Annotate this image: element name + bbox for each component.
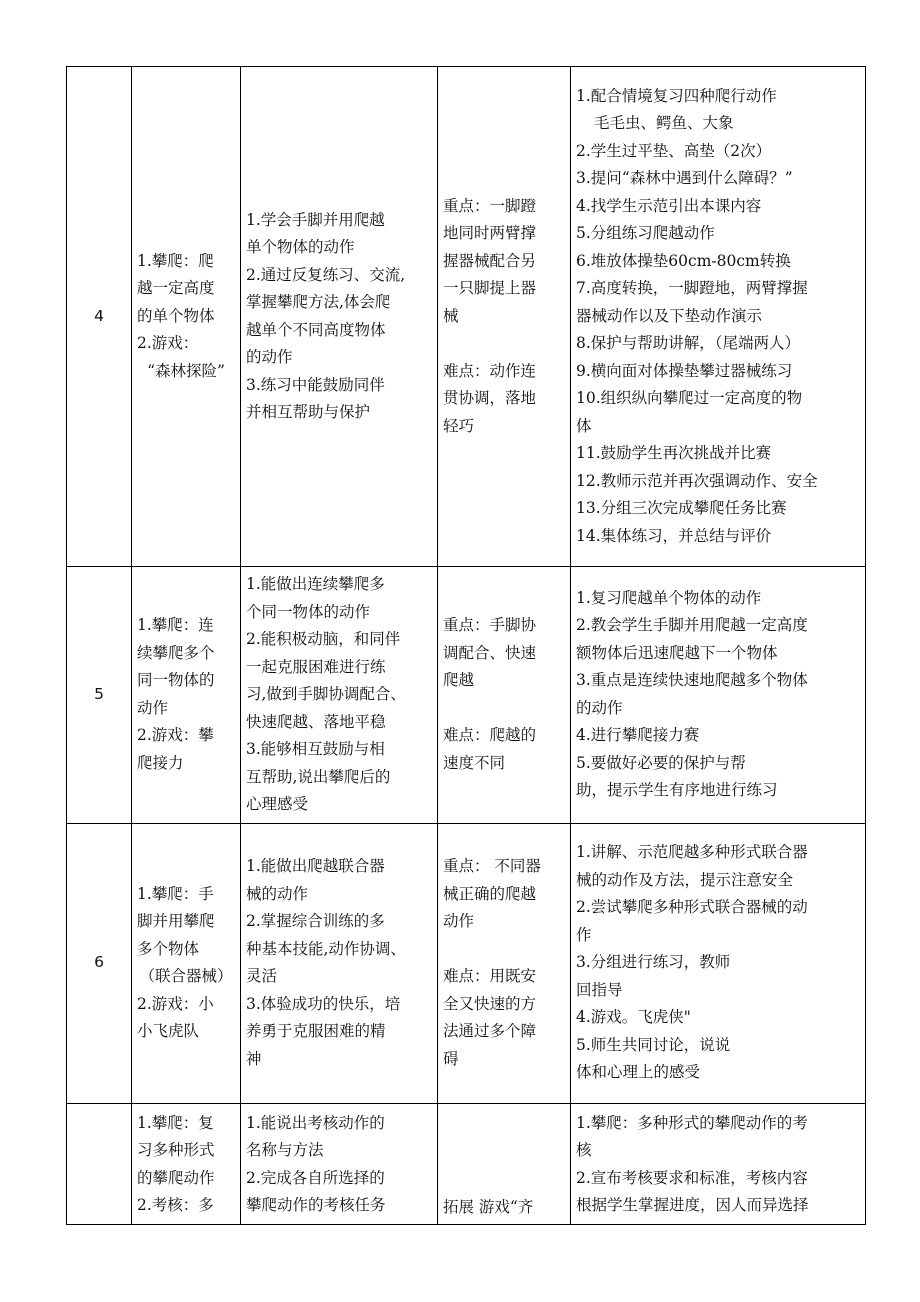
text-line: 10.组织纵向攀爬过一定高度的物 (576, 389, 803, 408)
text-line: 根据学生掌握进度，因人而异选择 (576, 1196, 809, 1214)
text-line: 多个物体 (137, 939, 200, 958)
lesson-number (67, 1103, 132, 1224)
text-line: 地同时两臂撑 (443, 224, 537, 243)
text-line: 全又快速的方 (443, 994, 537, 1013)
text-line: 9.横向面对体操垫攀过器械练习 (576, 361, 793, 380)
table-row (67, 67, 866, 567)
text-line: 2.游戏：攀 (137, 726, 214, 745)
text-line: 难点：动作连 (443, 361, 537, 380)
lesson-content-cell (132, 567, 241, 824)
text-line: 2.教会学生手脚并用爬越一定高度 (576, 616, 808, 635)
key-difficult-points-cell (438, 567, 571, 824)
spacer (443, 695, 565, 723)
lesson-number: 5 (67, 567, 132, 824)
lesson-goals-cell (241, 1103, 438, 1224)
text-line: 难点：爬越的 (443, 726, 537, 745)
text-line: 4.游戏。飞虎侠" (576, 1008, 691, 1027)
text-line: 11.鼓励学生再次挑战并比赛 (576, 444, 772, 463)
text-line: 1.攀爬：爬 (137, 251, 214, 270)
text-line: 一只脚提上器 (443, 279, 537, 298)
text-line: 越单个不同高度物体 (246, 320, 386, 339)
text-line: 的动作 (576, 698, 623, 717)
teaching-process-cell (571, 567, 866, 824)
text-line: 体和心理上的感受 (576, 1063, 701, 1082)
text-line: 习多种形式 (137, 1141, 215, 1159)
text-line: 3.重点是连续快速地爬越多个物体 (576, 671, 808, 690)
text-line: 越一定高度 (137, 279, 215, 298)
text-line: 小飞虎队 (137, 1022, 200, 1040)
text-line: 回指导 (576, 980, 623, 999)
text-line: 1.学会手脚并用爬越 (246, 210, 385, 229)
text-line: 3.体验成功的快乐，培 (246, 994, 401, 1013)
lesson-content-cell (132, 67, 241, 567)
text-line: 4.进行攀爬接力赛 (576, 726, 700, 745)
text-line: 2.考核：多 (137, 1196, 214, 1214)
text-line: 14.集体练习，并总结与评价 (576, 526, 772, 545)
text-line: 调配合、快速 (443, 643, 537, 662)
text-line: 同一物体的 (137, 671, 215, 690)
lesson-goals-cell (241, 823, 438, 1103)
text-line: 习,做到手脚协调配合、 (246, 685, 406, 703)
text-line: 械的动作 (246, 884, 309, 903)
table-row (67, 1103, 866, 1224)
spacer (443, 330, 565, 358)
text-line: 1.能做出爬越联合器 (246, 857, 385, 875)
text-line: 1.攀爬：多种形式的攀爬动作的考 (576, 1113, 808, 1132)
text-line: 助，提示学生有序地进行练习 (576, 781, 778, 800)
teaching-process-cell (571, 1103, 866, 1224)
text-line: 4.找学生示范引出本课内容 (576, 196, 762, 215)
text-line: “森林探险” (147, 361, 225, 380)
lesson-plan-table (66, 66, 866, 1225)
text-line: 法通过多个障 (443, 1022, 537, 1040)
text-line: 8.保护与帮助讲解，（尾端两人） (576, 334, 801, 353)
text-line: 5.师生共同讨论，说说 (576, 1035, 731, 1054)
text-line: 动作 (137, 698, 169, 717)
text-line: 动作 (443, 912, 475, 930)
text-line: 养勇于克服困难的精 (246, 1022, 386, 1040)
text-line: 名称与方法 (246, 1141, 324, 1159)
text-line: 3.提问“森林中遇到什么障碍？” (576, 169, 793, 188)
text-line: 轻巧 (443, 416, 475, 435)
text-line: 攀爬动作的考核任务 (246, 1196, 386, 1214)
text-line: 爬越 (443, 671, 475, 690)
text-line: 2.尝试攀爬多种形式联合器械的动 (576, 898, 808, 917)
text-line: 的动作 (246, 348, 293, 366)
text-line: 重点： 不同器 (443, 857, 541, 875)
lesson-number: 6 (67, 823, 132, 1103)
text-line: 2.游戏：小 (137, 994, 214, 1013)
text-line: 核 (576, 1141, 592, 1159)
text-line: 5.要做好必要的保护与帮 (576, 753, 746, 772)
text-line: 并相互帮助与保护 (246, 403, 371, 421)
text-line: 神 (246, 1049, 262, 1068)
text-line: 2.宣布考核要求和标准，考核内容 (576, 1168, 808, 1187)
text-line: 器械动作以及下垫动作演示 (576, 306, 763, 325)
text-line: 单个物体的动作 (246, 238, 355, 256)
text-line: 贯协调，落地 (443, 389, 537, 408)
teaching-process-cell (571, 823, 866, 1103)
text-line: 碍 (443, 1049, 459, 1068)
text-line: 2.掌握综合训练的多 (246, 912, 385, 930)
text-line: 速度不同 (443, 753, 506, 772)
text-line: 1.能说出考核动作的 (246, 1113, 385, 1132)
text-line: 个同一物体的动作 (246, 602, 371, 621)
text-line: 的攀爬动作 (137, 1168, 215, 1187)
text-line: 2.能积极动脑，和同伴 (246, 630, 401, 648)
text-line: 握器械配合另 (443, 251, 537, 270)
lesson-goals-cell (241, 567, 438, 824)
text-line: 械 (443, 306, 459, 325)
text-line: 毛毛虫、鳄鱼、大象 (594, 114, 734, 133)
text-line: 1.能做出连续攀爬多 (246, 575, 385, 593)
lesson-content-cell (132, 1103, 241, 1224)
text-line: 体 (576, 416, 592, 435)
text-line: 12.教师示范并再次强调动作、安全 (576, 471, 818, 490)
spacer (443, 936, 565, 964)
text-line: 2.完成各自所选择的 (246, 1168, 385, 1187)
text-line: （联合器械） (139, 967, 233, 985)
table-row (67, 567, 866, 824)
text-line: 心理感受 (246, 795, 309, 813)
text-line: 掌握攀爬方法,体会爬 (246, 293, 391, 311)
text-line: 续攀爬多个 (137, 643, 215, 662)
text-line: 2.游戏： (137, 334, 199, 353)
text-line: 3.分组进行练习，教师 (576, 953, 731, 972)
text-line: 的单个物体 (137, 306, 215, 325)
text-line: 2.通过反复练习、交流, (246, 265, 406, 284)
text-line: 3.能够相互鼓励与相 (246, 740, 385, 758)
text-line: 6.堆放体操垫60cm-80cm转换 (576, 251, 791, 270)
key-difficult-points-cell (438, 823, 571, 1103)
text-line: 互帮助,说出攀爬后的 (246, 767, 391, 786)
key-difficult-points-cell (438, 1103, 571, 1224)
text-line: 爬接力 (137, 753, 184, 772)
text-line: 1.配合情境复习四种爬行动作 (576, 86, 777, 105)
text-line: 作 (576, 925, 592, 944)
key-difficult-points-cell (438, 67, 571, 567)
text-line: 3.练习中能鼓励同伴 (246, 375, 385, 394)
text-line: 7.高度转换，一脚蹬地，两臂撑握 (576, 279, 808, 298)
text-line: 拓展 游戏“齐 (443, 1198, 534, 1216)
text-line: 难点：用既安 (443, 967, 537, 985)
text-line: 1.攀爬：连 (137, 616, 214, 635)
table-row (67, 823, 866, 1103)
text-line: 13.分组三次完成攀爬任务比赛 (576, 499, 787, 518)
text-line: 械正确的爬越 (443, 884, 537, 903)
lesson-goals-cell (241, 67, 438, 567)
text-line: 重点：手脚协 (443, 616, 537, 635)
text-line: 一起克服困难进行练 (246, 657, 386, 676)
text-line: 1.复习爬越单个物体的动作 (576, 588, 762, 607)
text-line: 2.学生过平垫、高垫（2次） (576, 141, 772, 160)
text-line: 灵活 (246, 967, 278, 985)
text-line: 快速爬越、落地平稳 (246, 712, 386, 731)
lesson-content-cell (132, 823, 241, 1103)
text-line: 5.分组练习爬越动作 (576, 224, 715, 243)
teaching-process-cell (571, 67, 866, 567)
text-line: 重点：一脚蹬 (443, 196, 537, 215)
text-line: 1.讲解、示范爬越多种形式联合器 (576, 843, 808, 862)
text-line: 1.攀爬：复 (137, 1113, 214, 1132)
lesson-number: 4 (67, 67, 132, 567)
text-line: 种基本技能,动作协调、 (246, 939, 406, 958)
text-line: 额物体后迅速爬越下一个物体 (576, 643, 778, 662)
text-line: 脚并用攀爬 (137, 912, 215, 930)
text-line: 械的动作及方法，提示注意安全 (576, 870, 794, 889)
text-line: 1.攀爬：手 (137, 884, 214, 903)
